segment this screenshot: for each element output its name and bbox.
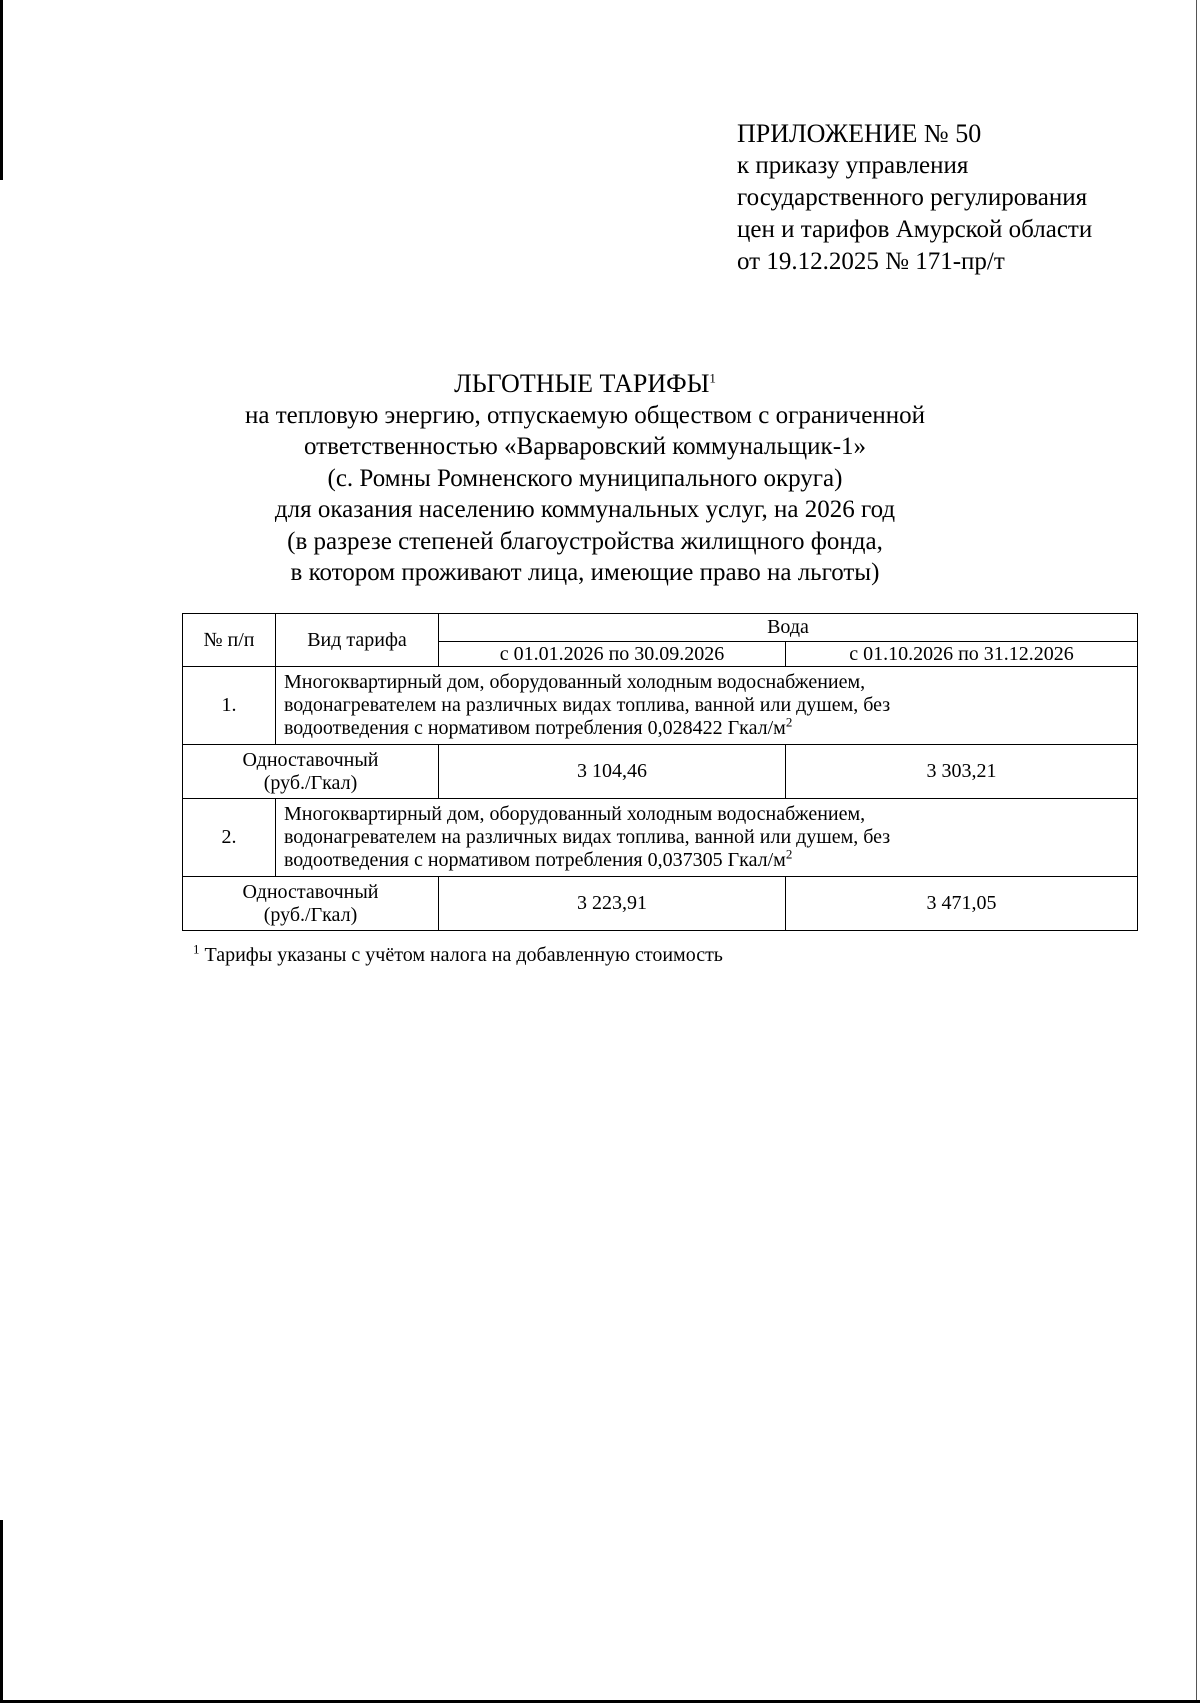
header-tariff-type: Вид тарифа — [276, 614, 439, 667]
heading-line: (в разрезе степеней благоустройства жилищного фонда, — [287, 527, 883, 555]
document-heading — [150, 368, 1020, 589]
tariff-label — [183, 877, 439, 931]
heading-line: на тепловую энергию, отпускаемую обществом с ограниченной — [245, 401, 925, 429]
description-line: водоотведения с нормативом потребления 0,028422 Гкал/м — [284, 717, 786, 739]
description-line-last — [284, 714, 1129, 740]
header-period-1: с 01.01.2026 по 30.09.2026 — [439, 642, 786, 667]
title-footnote-mark: 1 — [709, 370, 716, 386]
footnote — [193, 943, 723, 967]
appendix-line: от 19.12.2025 № 171-пр/т — [737, 248, 1005, 275]
description-line: Многоквартирный дом, оборудованный холодным водоснабжением, — [284, 671, 866, 693]
tariff-label-line: Одноставочный — [242, 880, 379, 903]
appendix-block — [737, 118, 1177, 278]
document-title — [150, 368, 1020, 400]
description-line: водонагревателем на различных видах топлива, ванной или душем, без — [284, 826, 891, 848]
group-description — [276, 799, 1138, 877]
unit-power: 2 — [785, 846, 793, 862]
description-line-last — [284, 846, 1129, 872]
scan-edge-right — [1196, 0, 1197, 1703]
tariff-table — [182, 613, 1138, 931]
appendix-line: государственного регулирования — [737, 184, 1088, 211]
table-row — [183, 877, 1138, 931]
header-period-2: с 01.10.2026 по 31.12.2026 — [786, 642, 1138, 667]
table-row — [183, 745, 1138, 799]
heading-line: (с. Ромны Ромненского муниципального округа) — [327, 464, 843, 492]
unit-power: 2 — [785, 714, 793, 730]
appendix-line: цен и тарифов Амурской области — [737, 216, 1093, 243]
appendix-title: ПРИЛОЖЕНИЕ № 50 — [737, 119, 982, 148]
tariff-label — [183, 745, 439, 799]
heading-line: ответственностью «Варваровский коммунальщик-1» — [303, 433, 867, 460]
tariff-label-line: (руб./Гкал) — [263, 903, 358, 926]
group-number: 1. — [183, 667, 276, 745]
tariff-label-line: Одноставочный — [242, 748, 379, 771]
footnote-text: Тарифы указаны с учётом налога на добавленную стоимость — [199, 944, 723, 966]
appendix-line: к приказу управления — [737, 152, 969, 179]
header-number: № п/п — [183, 614, 276, 667]
tariff-value-period-2: 3 471,05 — [786, 877, 1138, 931]
tariff-value-period-1: 3 223,91 — [439, 877, 786, 931]
group-description — [276, 667, 1138, 745]
header-water: Вода — [439, 614, 1138, 642]
heading-line: для оказания населению коммунальных услуг, на 2026 год — [274, 496, 896, 523]
table-header-row — [183, 614, 1138, 642]
footnote-mark: 1 — [193, 941, 200, 957]
description-line: водоотведения с нормативом потребления 0,037305 Гкал/м — [284, 849, 786, 871]
table-row — [183, 799, 1138, 877]
tariff-value-period-1: 3 104,46 — [439, 745, 786, 799]
group-number: 2. — [183, 799, 276, 877]
description-line: Многоквартирный дом, оборудованный холодным водоснабжением, — [284, 803, 866, 825]
table-row — [183, 667, 1138, 745]
tariff-label-line: (руб./Гкал) — [263, 771, 358, 794]
scan-edge-gap — [0, 180, 3, 1520]
document-title-text: ЛЬГОТНЫЕ ТАРИФЫ — [454, 369, 710, 398]
description-line: водонагревателем на различных видах топлива, ванной или душем, без — [284, 694, 891, 716]
tariff-value-period-2: 3 303,21 — [786, 745, 1138, 799]
heading-line: в котором проживают лица, имеющие право на льготы) — [290, 559, 880, 586]
